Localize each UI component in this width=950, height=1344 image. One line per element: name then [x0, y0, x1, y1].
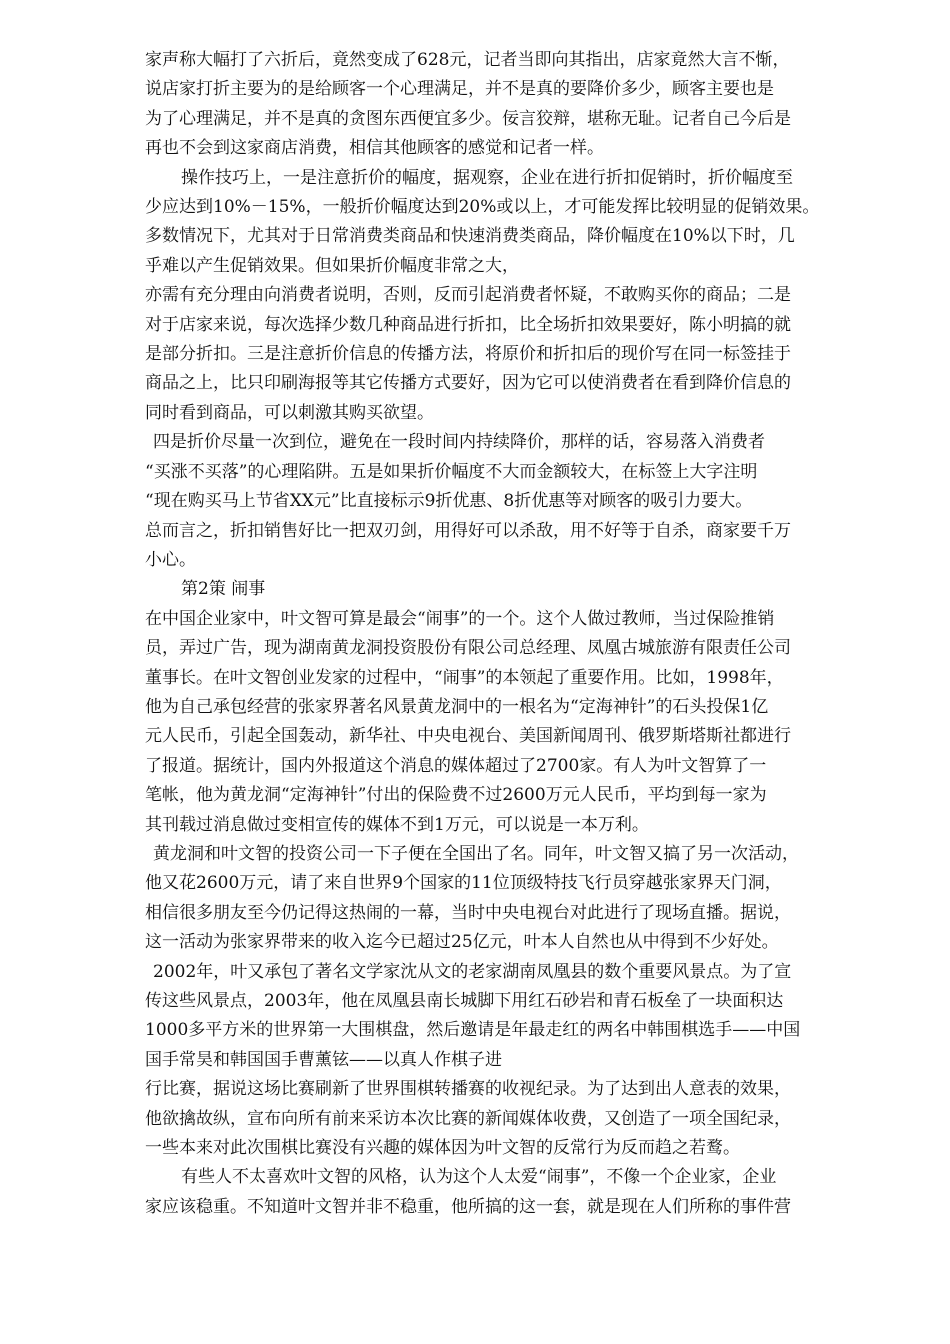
text-line: 四是折价尽量一次到位，避免在一段时间内持续降价，那样的话，容易落入消费者: [153, 432, 765, 453]
text-line: 员，弄过广告，现为湖南黄龙洞投资股份有限公司总经理、凤凰古城旅游有限责任公司: [145, 638, 791, 659]
text-line: 董事长。在叶文智创业发家的过程中，“闹事”的本领起了重要作用。比如，1998年，: [145, 667, 784, 688]
text-line: “现在购买马上节省XX元”比直接标示9折优惠、8折优惠等对顾客的吸引力要大。: [145, 491, 753, 512]
section-heading: 第2策 闹事: [181, 579, 266, 600]
text-line: “买涨不买落”的心理陷阱。五是如果折价幅度不大而金额较大，在标签上大字注明: [145, 461, 758, 482]
text-line: 了报道。据统计，国内外报道这个消息的媒体超过了2700家。有人为叶文智算了一: [145, 755, 767, 776]
text-line: 多数情况下，尤其对于日常消费类商品和快速消费类商品，降价幅度在10%以下时，几: [145, 226, 795, 247]
text-line: 总而言之，折扣销售好比一把双刃剑，用得好可以杀敌，用不好等于自杀，商家要千万: [145, 520, 791, 541]
text-line: 有些人不太喜欢叶文智的风格，认为这个人太爱“闹事”，不像一个企业家，企业: [181, 1167, 777, 1188]
text-line: 他又花2600万元，请了来自世界9个国家的11位顶级特技飞行员穿越张家界天门洞，: [145, 873, 782, 894]
text-line: 在中国企业家中，叶文智可算是最会“闹事”的一个。这个人做过教师，当过保险推销: [145, 608, 775, 629]
text-line: 他欲擒故纵，宣布向所有前来采访本次比赛的新闻媒体收费，又创造了一项全国纪录，: [145, 1108, 791, 1129]
text-line: 小心。: [145, 549, 196, 570]
text-line: 元人民币，引起全国轰动，新华社、中央电视台、美国新闻周刊、俄罗斯塔斯社都进行: [145, 726, 791, 747]
text-line: 相信很多朋友至今仍记得这热闹的一幕，当时中央电视台对此进行了现场直播。据说，: [145, 902, 791, 923]
text-line: 1000多平方米的世界第一大围棋盘，然后邀请是年最走红的两名中韩围棋选手——中国: [145, 1020, 801, 1041]
text-line: 家应该稳重。不知道叶文智并非不稳重，他所搞的这一套，就是现在人们所称的事件营: [145, 1196, 791, 1217]
text-line: 2002年，叶又承包了著名文学家沈从文的老家湖南凤凰县的数个重要风景点。为了宣: [153, 961, 792, 982]
text-line: 再也不会到这家商店消费，相信其他顾客的感觉和记者一样。: [145, 138, 604, 159]
text-line: 为了心理满足，并不是真的贪图东西便宜多少。佞言狡辩，堪称无耻。记者自己今后是: [145, 108, 791, 129]
text-line: 亦需有充分理由向消费者说明，否则，反而引起消费者怀疑，不敢购买你的商品；二是: [145, 285, 791, 306]
text-line: 对于店家来说，每次选择少数几种商品进行折扣，比全场折扣效果要好，陈小明搞的就: [145, 314, 791, 335]
text-line: 同时看到商品，可以刺激其购买欲望。: [145, 402, 434, 423]
text-line: 传这些风景点，2003年，他在凤凰县南长城脚下用红石砂岩和青石板垒了一块面积达: [145, 991, 784, 1011]
text-line: 行比赛，据说这场比赛刷新了世界围棋转播赛的收视纪录。为了达到出人意表的效果，: [145, 1079, 791, 1100]
text-line: 乎难以产生促销效果。但如果折价幅度非常之大，: [145, 255, 519, 276]
document-page: [145, 46, 885, 1222]
text-line: 笔帐，他为黄龙洞“定海神针”付出的保险费不过2600万元人民币，平均到每一家为: [145, 785, 767, 806]
text-line: 是部分折扣。三是注意折价信息的传播方法，将原价和折扣后的现价写在同一标签挂于: [145, 344, 791, 365]
text-line: 这一活动为张家界带来的收入迄今已超过25亿元，叶本人自然也从中得到不少好处。: [145, 932, 779, 953]
text-line: 他为自己承包经营的张家界著名风景黄龙洞中的一根名为“定海神针”的石头投保1亿: [145, 696, 769, 717]
text-line: 家声称大幅打了六折后，竟然变成了628元，记者当即向其指出，店家竟然大言不惭，: [145, 50, 790, 70]
text-line: 国手常昊和韩国国手曹薰铉——以真人作棋子进: [145, 1049, 502, 1070]
text-line: 操作技巧上，一是注意折价的幅度，据观察，企业在进行折扣促销时，折价幅度至: [181, 167, 793, 188]
text-line: 其刊载过消息做过变相宣传的媒体不到1万元，可以说是一本万利。: [145, 814, 649, 835]
text-line: 黄龙洞和叶文智的投资公司一下子便在全国出了名。同年，叶文智又搞了另一次活动，: [153, 843, 799, 864]
text-line: 商品之上，比只印刷海报等其它传播方式要好，因为它可以使消费者在看到降价信息的: [145, 373, 791, 394]
text-line: 少应达到10%－15%，一般折价幅度达到20%或以上，才可能发挥比较明显的促销效果。: [145, 197, 820, 218]
text-line: 一些本来对此次围棋比赛没有兴趣的媒体因为叶文智的反常行为反而趋之若鹜。: [145, 1138, 740, 1159]
text-line: 说店家打折主要为的是给顾客一个心理满足，并不是真的要降价多少，顾客主要也是: [145, 79, 774, 100]
